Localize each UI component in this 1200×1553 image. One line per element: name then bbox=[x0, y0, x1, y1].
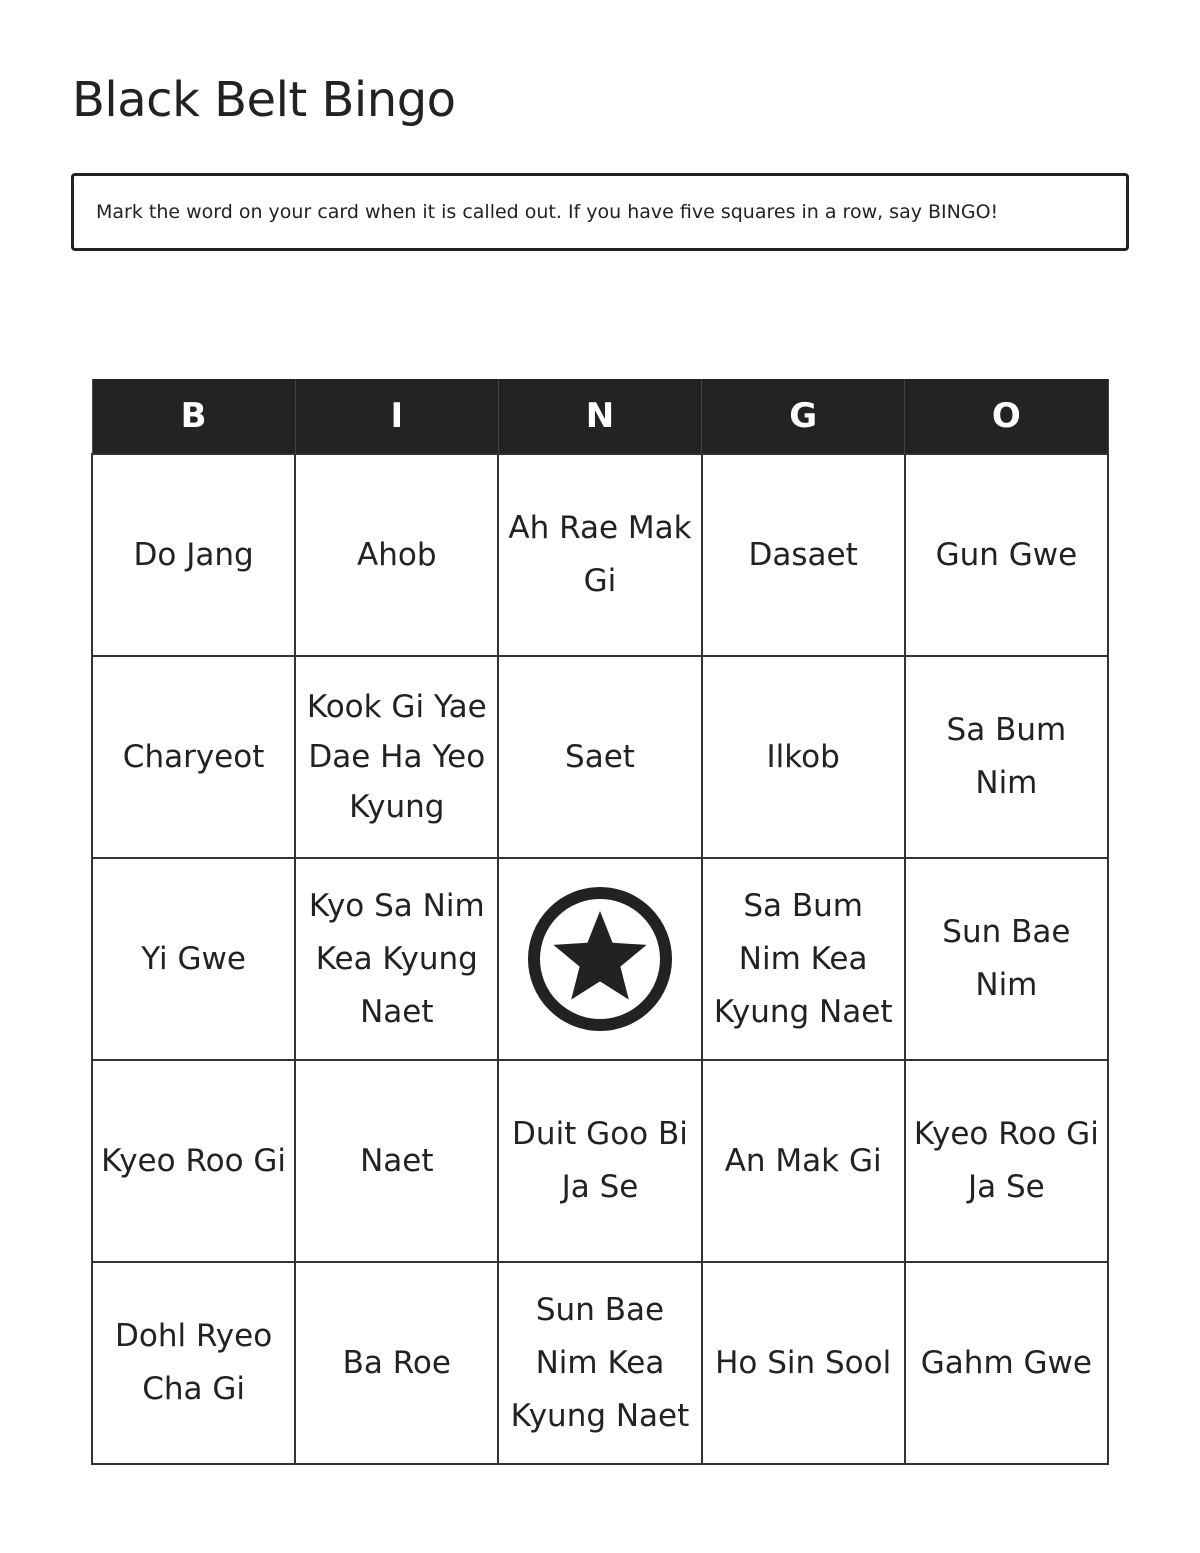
bingo-cell: Gahm Gwe bbox=[905, 1262, 1108, 1464]
page-title: Black Belt Bingo bbox=[72, 72, 456, 128]
bingo-cell: Duit Goo Bi Ja Se bbox=[498, 1060, 701, 1262]
bingo-cell: Sa Bum Nim bbox=[905, 656, 1108, 858]
bingo-cell: Sun Bae Nim bbox=[905, 858, 1108, 1060]
header-b: B bbox=[92, 379, 295, 454]
header-g: G bbox=[702, 379, 905, 454]
header-n: N bbox=[498, 379, 701, 454]
bingo-header-row bbox=[92, 379, 1108, 454]
header-i: I bbox=[295, 379, 498, 454]
bingo-cell: Ilkob bbox=[702, 656, 905, 858]
bingo-cell: Sa Bum Nim Kea Kyung Naet bbox=[702, 858, 905, 1060]
instructions-text: Mark the word on your card when it is called out. If you have five squares in a row, say BINGO! bbox=[96, 201, 999, 223]
bingo-cell: Do Jang bbox=[92, 454, 295, 656]
bingo-cell: Naet bbox=[295, 1060, 498, 1262]
bingo-row bbox=[92, 656, 1108, 858]
bingo-cell: Kyo Sa Nim Kea Kyung Naet bbox=[295, 858, 498, 1060]
bingo-cell: Dohl Ryeo Cha Gi bbox=[92, 1262, 295, 1464]
bingo-cell: Dasaet bbox=[702, 454, 905, 656]
free-space-cell bbox=[498, 858, 701, 1060]
bingo-row bbox=[92, 1262, 1108, 1464]
bingo-cell: Kook Gi Yae Dae Ha Yeo Kyung bbox=[295, 656, 498, 858]
header-o: O bbox=[905, 379, 1108, 454]
bingo-cell: Charyeot bbox=[92, 656, 295, 858]
bingo-row bbox=[92, 858, 1108, 1060]
bingo-cell: Ho Sin Sool bbox=[702, 1262, 905, 1464]
instructions-box bbox=[71, 173, 1129, 251]
bingo-cell: Kyeo Roo Gi bbox=[92, 1060, 295, 1262]
star-circle-icon bbox=[526, 885, 674, 1033]
bingo-cell: Ah Rae Mak Gi bbox=[498, 454, 701, 656]
bingo-cell: Saet bbox=[498, 656, 701, 858]
bingo-cell: Gun Gwe bbox=[905, 454, 1108, 656]
bingo-cell: Ba Roe bbox=[295, 1262, 498, 1464]
bingo-cell: Yi Gwe bbox=[92, 858, 295, 1060]
bingo-row bbox=[92, 454, 1108, 656]
bingo-cell: Kyeo Roo Gi Ja Se bbox=[905, 1060, 1108, 1262]
bingo-cell: An Mak Gi bbox=[702, 1060, 905, 1262]
bingo-cell: Ahob bbox=[295, 454, 498, 656]
bingo-row bbox=[92, 1060, 1108, 1262]
bingo-cell: Sun Bae Nim Kea Kyung Naet bbox=[498, 1262, 701, 1464]
bingo-card bbox=[91, 379, 1109, 1465]
